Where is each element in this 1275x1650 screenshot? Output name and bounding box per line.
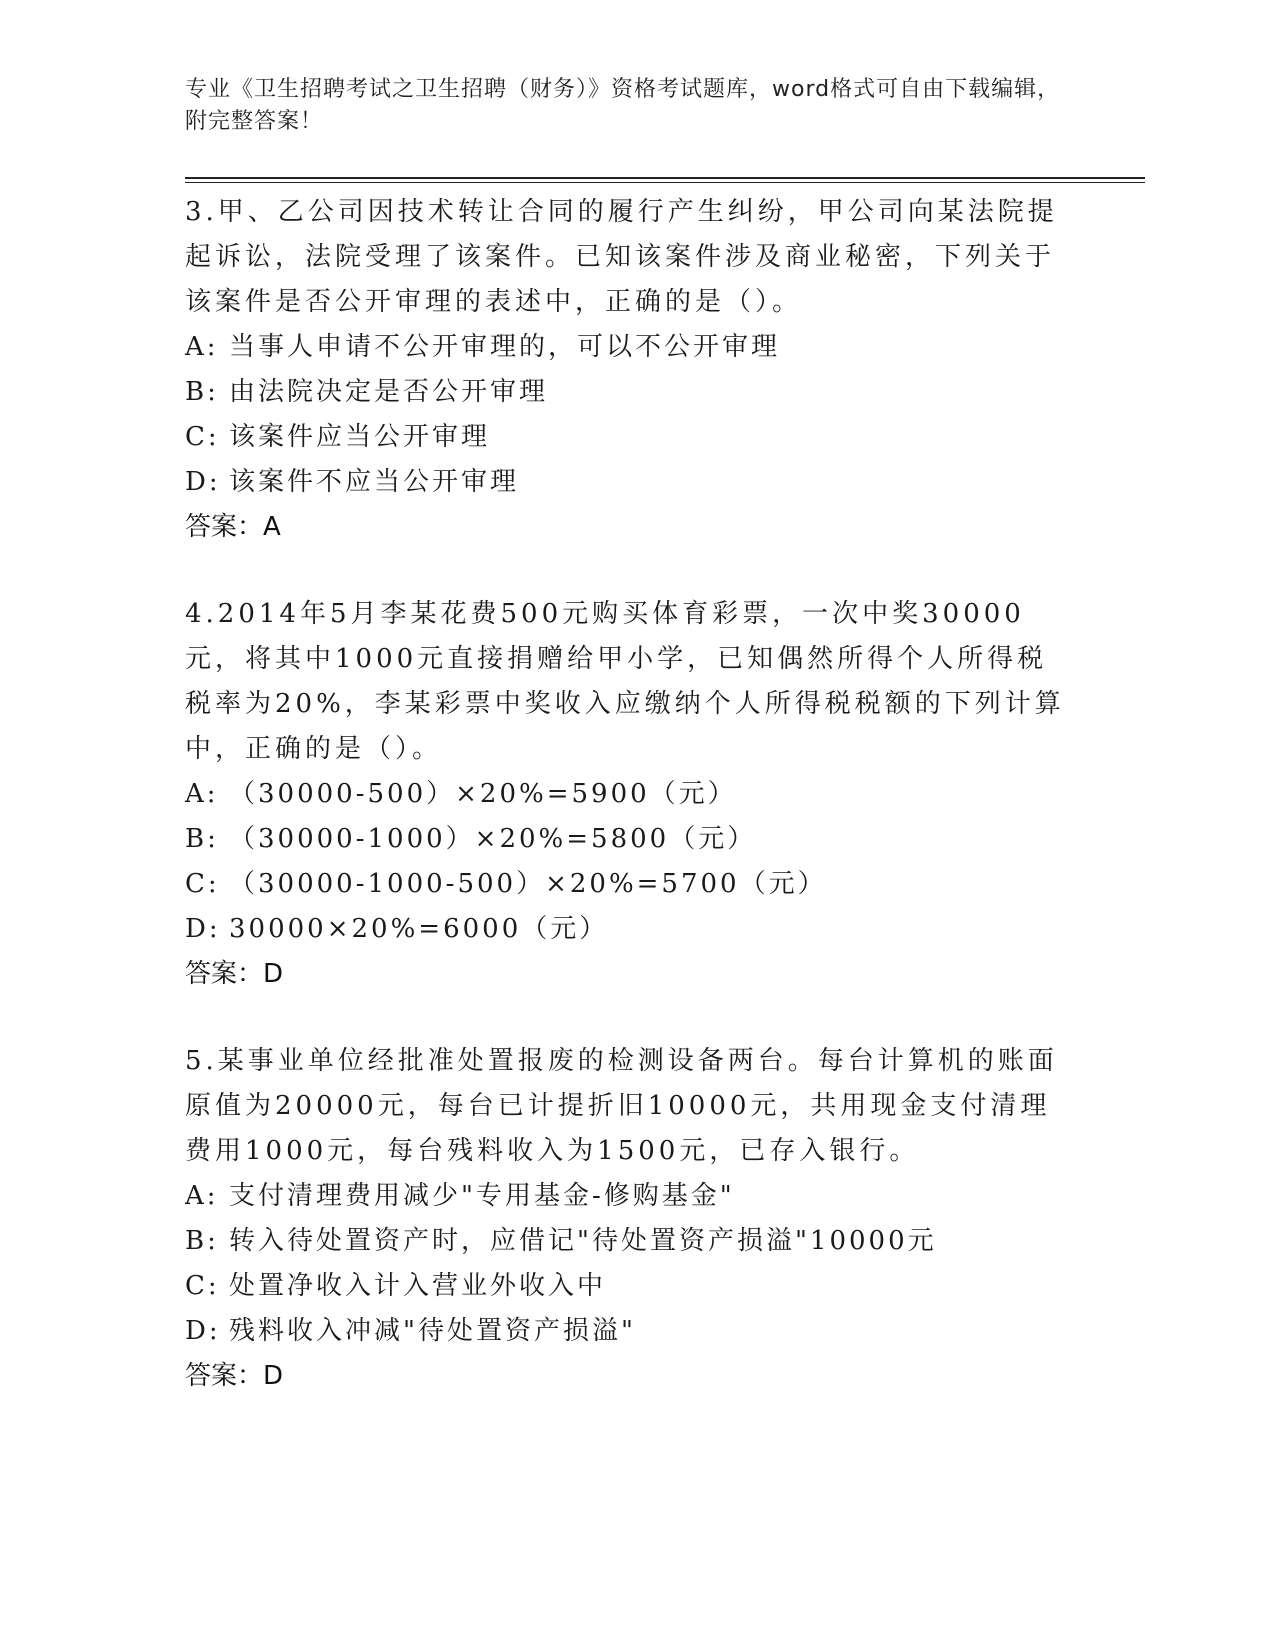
option-key: B: [185, 824, 219, 854]
answer-line: 答案：D [185, 1361, 284, 1391]
option-text: （30000-1000-500）×20%=5700（元） [229, 869, 827, 899]
option-text: 该案件不应当公开审理 [229, 467, 520, 497]
option-key: B: [185, 1226, 219, 1256]
option-b [185, 1219, 1065, 1264]
option-text: （30000-500）×20%=5900（元） [229, 779, 737, 809]
header-divider-thin [185, 182, 1145, 183]
option-c [185, 1264, 1065, 1309]
option-b [185, 370, 1065, 415]
option-key: B: [185, 377, 219, 407]
option-a [185, 325, 1065, 370]
option-key: D: [185, 914, 221, 944]
option-key: A: [185, 779, 219, 809]
option-text: 该案件应当公开审理 [229, 422, 491, 452]
header-divider-thick [185, 177, 1145, 179]
option-key: A: [185, 332, 219, 362]
question-stem: 5.某事业单位经批准处置报废的检测设备两台。每台计算机的账面原值为20000元，每台已计提折旧10000元，共用现金支付清理费用1000元，每台残料收入为1500元，已存入银行。 [185, 1046, 1058, 1166]
option-text: 残料收入冲减"待处置资产损溢" [229, 1316, 636, 1346]
option-b [185, 817, 1065, 862]
option-key: D: [185, 467, 221, 497]
option-key: D: [185, 1316, 221, 1346]
option-key: C: [185, 869, 220, 899]
option-d [185, 1309, 1065, 1354]
option-text: （30000-1000）×20%=5800（元） [229, 824, 757, 854]
answer-line: 答案：D [185, 959, 284, 989]
option-key: C: [185, 422, 220, 452]
option-d [185, 907, 1065, 952]
option-text: 由法院决定是否公开审理 [229, 377, 549, 407]
question-list [185, 190, 1065, 1441]
document-header: 专业《卫生招聘考试之卫生招聘（财务）》资格考试题库，word格式可自由下载编辑，附完整答案！ [185, 77, 1061, 134]
option-key: A: [185, 1181, 219, 1211]
option-text: 处置净收入计入营业外收入中 [229, 1271, 607, 1301]
option-text: 转入待处置资产时，应借记"待处置资产损溢"10000元 [229, 1226, 937, 1256]
option-text: 支付清理费用减少"专用基金-修购基金" [229, 1181, 735, 1211]
question-4 [185, 592, 1065, 997]
option-text: 当事人申请不公开审理的，可以不公开审理 [229, 332, 781, 362]
option-text: 30000×20%=6000（元） [229, 914, 609, 944]
option-d [185, 460, 1065, 505]
option-c [185, 862, 1065, 907]
option-a [185, 1174, 1065, 1219]
option-key: C: [185, 1271, 220, 1301]
question-stem: 4.2014年5月李某花费500元购买体育彩票，一次中奖30000元，将其中1000元直接捐赠给甲小学，已知偶然所得个人所得税税率为20%，李某彩票中奖收入应缴纳个人所得税税额的下列计算中，正确的是（）。 [185, 599, 1065, 764]
answer-line: 答案：A [185, 512, 281, 542]
question-5 [185, 1039, 1065, 1399]
option-a [185, 772, 1065, 817]
option-c [185, 415, 1065, 460]
question-stem: 3.甲、乙公司因技术转让合同的履行产生纠纷，甲公司向某法院提起诉讼，法院受理了该案件。已知该案件涉及商业秘密，下列关于该案件是否公开审理的表述中，正确的是（）。 [185, 197, 1058, 317]
question-3 [185, 190, 1065, 550]
